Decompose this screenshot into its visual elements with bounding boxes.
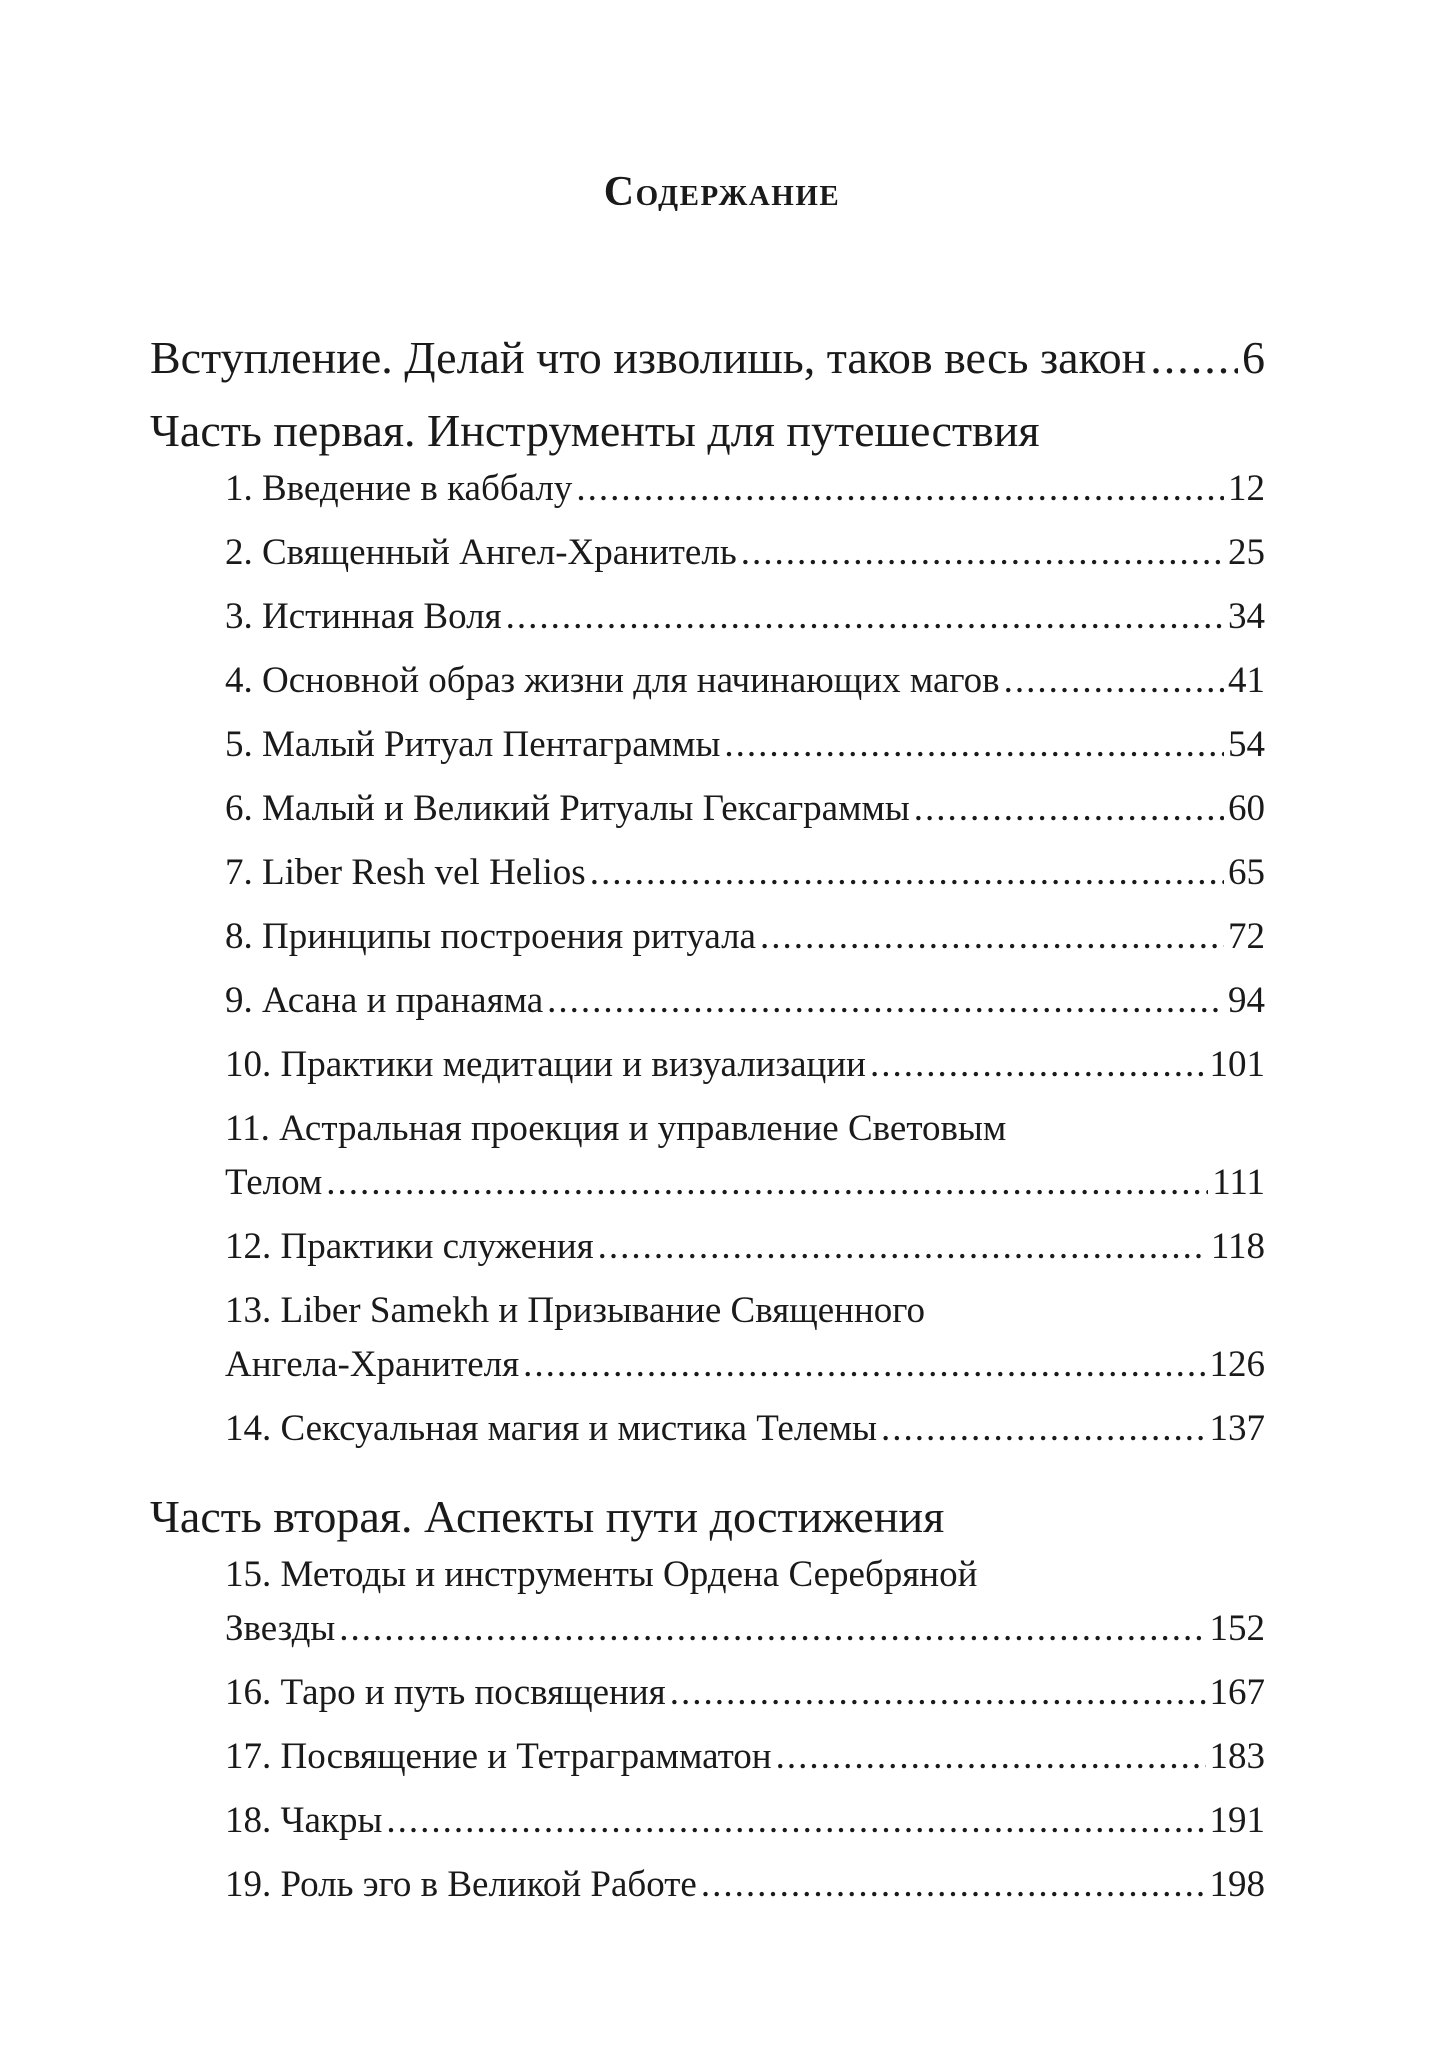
- toc-parts: [150, 400, 1265, 1912]
- toc-entry: [150, 1402, 1265, 1456]
- toc-entry-title: 10. Практики медитации и визуализации: [225, 1044, 866, 1085]
- toc-entry-title: 2. Священный Ангел-Хранитель: [225, 532, 737, 573]
- toc-intro-entry: [150, 320, 1265, 396]
- toc-entry: [150, 1548, 1265, 1656]
- toc-entry-title: 1. Введение в каббалу: [225, 468, 573, 509]
- toc-entry: [150, 1730, 1265, 1784]
- toc-page-number: 118: [1210, 1226, 1265, 1267]
- dot-leader: [741, 526, 1224, 580]
- dot-leader: [576, 462, 1224, 516]
- toc-entry-row: [225, 590, 1265, 644]
- toc-page-number: 137: [1209, 1408, 1265, 1449]
- toc-page-number: 198: [1209, 1864, 1265, 1905]
- toc-entry-row: [225, 462, 1265, 516]
- toc-page-number: 167: [1209, 1672, 1265, 1713]
- toc-entry: [150, 654, 1265, 708]
- toc-entry-row: [225, 846, 1265, 900]
- toc-entry-title-continuation: Звезды: [225, 1608, 336, 1649]
- toc-entry-title: 4. Основной образ жизни для начинающих магов: [225, 660, 1000, 701]
- toc-entry-row: [225, 782, 1265, 836]
- toc-part-heading: Часть первая. Инструменты для путешествия: [150, 405, 1040, 456]
- dot-leader: [1150, 320, 1238, 396]
- toc-entry: [150, 1038, 1265, 1092]
- toc-part-heading: Часть вторая. Аспекты пути достижения: [150, 1491, 945, 1542]
- dot-leader: [326, 1156, 1208, 1210]
- dot-leader: [724, 718, 1224, 772]
- toc-page-number: 65: [1228, 852, 1265, 893]
- toc-entry-row: [225, 1666, 1265, 1720]
- dot-leader: [598, 1220, 1207, 1274]
- toc-entry: [150, 462, 1265, 516]
- toc-entry: [150, 1220, 1265, 1274]
- toc-page-number: 191: [1209, 1800, 1265, 1841]
- toc-entry-row: [225, 654, 1265, 708]
- toc-entry-row: [225, 1338, 1265, 1392]
- toc-entry-title-continuation: Ангела-Хранителя: [225, 1344, 520, 1385]
- table-of-contents: [150, 320, 1265, 1922]
- toc-entry: [150, 846, 1265, 900]
- toc-page-number: 25: [1228, 532, 1265, 573]
- toc-entry-row: [225, 526, 1265, 580]
- toc-entry-title: 11. Астральная проекция и управление Световым: [225, 1108, 1007, 1149]
- toc-entry-title: 13. Liber Samekh и Призывание Священного: [225, 1290, 926, 1331]
- dot-leader: [547, 974, 1224, 1028]
- dot-leader: [1004, 654, 1224, 708]
- toc-entry-title: Вступление. Делай что изволишь, таков весь закон: [150, 332, 1147, 383]
- toc-entry-title: 16. Таро и путь посвящения: [225, 1672, 666, 1713]
- toc-entry-title: 19. Роль эго в Великой Работе: [225, 1864, 697, 1905]
- toc-entry: [150, 718, 1265, 772]
- toc-entry-row: [225, 1858, 1265, 1912]
- toc-entry: [150, 1284, 1265, 1392]
- toc-entry-title-continuation: Телом: [225, 1162, 323, 1203]
- toc-page-number: 60: [1228, 788, 1265, 829]
- toc-entry-title: 5. Малый Ритуал Пентаграммы: [225, 724, 721, 765]
- toc-page-number: 12: [1228, 468, 1265, 509]
- dot-leader: [523, 1338, 1205, 1392]
- dot-leader: [914, 782, 1224, 836]
- dot-leader: [590, 846, 1224, 900]
- dot-leader: [506, 590, 1224, 644]
- toc-entry-row: [225, 974, 1265, 1028]
- toc-entry: [150, 974, 1265, 1028]
- toc-page-number: 72: [1228, 916, 1265, 957]
- toc-entry-row: [225, 910, 1265, 964]
- toc-page-number: 41: [1228, 660, 1265, 701]
- toc-entry-title: 15. Методы и инструменты Ордена Серебряной: [225, 1554, 978, 1595]
- toc-entry-title: 6. Малый и Великий Ритуалы Гексаграммы: [225, 788, 910, 829]
- toc-entry-row: [225, 1156, 1265, 1210]
- dot-leader: [701, 1858, 1206, 1912]
- toc-page-number: 6: [1242, 332, 1265, 383]
- toc-entry-title: 9. Асана и пранаяма: [225, 980, 544, 1021]
- toc-entry-title: 18. Чакры: [225, 1800, 383, 1841]
- dot-leader: [670, 1666, 1206, 1720]
- toc-entry: [150, 782, 1265, 836]
- toc-entry-row: [225, 718, 1265, 772]
- dot-leader: [870, 1038, 1206, 1092]
- toc-entry-row: [225, 1038, 1265, 1092]
- toc-entry-title: 14. Сексуальная магия и мистика Телемы: [225, 1408, 877, 1449]
- toc-entry-row: [225, 1730, 1265, 1784]
- toc-entry-row: [225, 1220, 1265, 1274]
- toc-page-number: 54: [1228, 724, 1265, 765]
- dot-leader: [776, 1730, 1206, 1784]
- dot-leader: [339, 1602, 1205, 1656]
- dot-leader: [881, 1402, 1206, 1456]
- toc-entry-row: [225, 1794, 1265, 1848]
- toc-entry-title: 8. Принципы построения ритуала: [225, 916, 756, 957]
- toc-entry: [150, 1858, 1265, 1912]
- toc-page-number: 126: [1209, 1344, 1265, 1385]
- toc-entry: [150, 910, 1265, 964]
- toc-entry: [150, 1666, 1265, 1720]
- toc-entry: [150, 526, 1265, 580]
- toc-entry-row: [225, 1602, 1265, 1656]
- dot-leader: [760, 910, 1224, 964]
- toc-entry: [150, 1102, 1265, 1210]
- toc-page-number: 101: [1209, 1044, 1265, 1085]
- toc-entry-row: [225, 1402, 1265, 1456]
- toc-entry-title: 3. Истинная Воля: [225, 596, 502, 637]
- toc-page-number: 183: [1209, 1736, 1265, 1777]
- toc-page-number: 152: [1209, 1608, 1265, 1649]
- toc-page-number: 111: [1212, 1162, 1265, 1203]
- toc-page-number: 34: [1228, 596, 1265, 637]
- toc-entry-title: 17. Посвящение и Тетраграмматон: [225, 1736, 772, 1777]
- toc-entry: [150, 590, 1265, 644]
- toc-page-number: 94: [1228, 980, 1265, 1021]
- toc-entry-title: 12. Практики служения: [225, 1226, 594, 1267]
- dot-leader: [386, 1794, 1205, 1848]
- toc-entry-title: 7. Liber Resh vel Helios: [225, 852, 586, 893]
- toc-entry: [150, 1794, 1265, 1848]
- page-title: Содержание: [603, 169, 841, 215]
